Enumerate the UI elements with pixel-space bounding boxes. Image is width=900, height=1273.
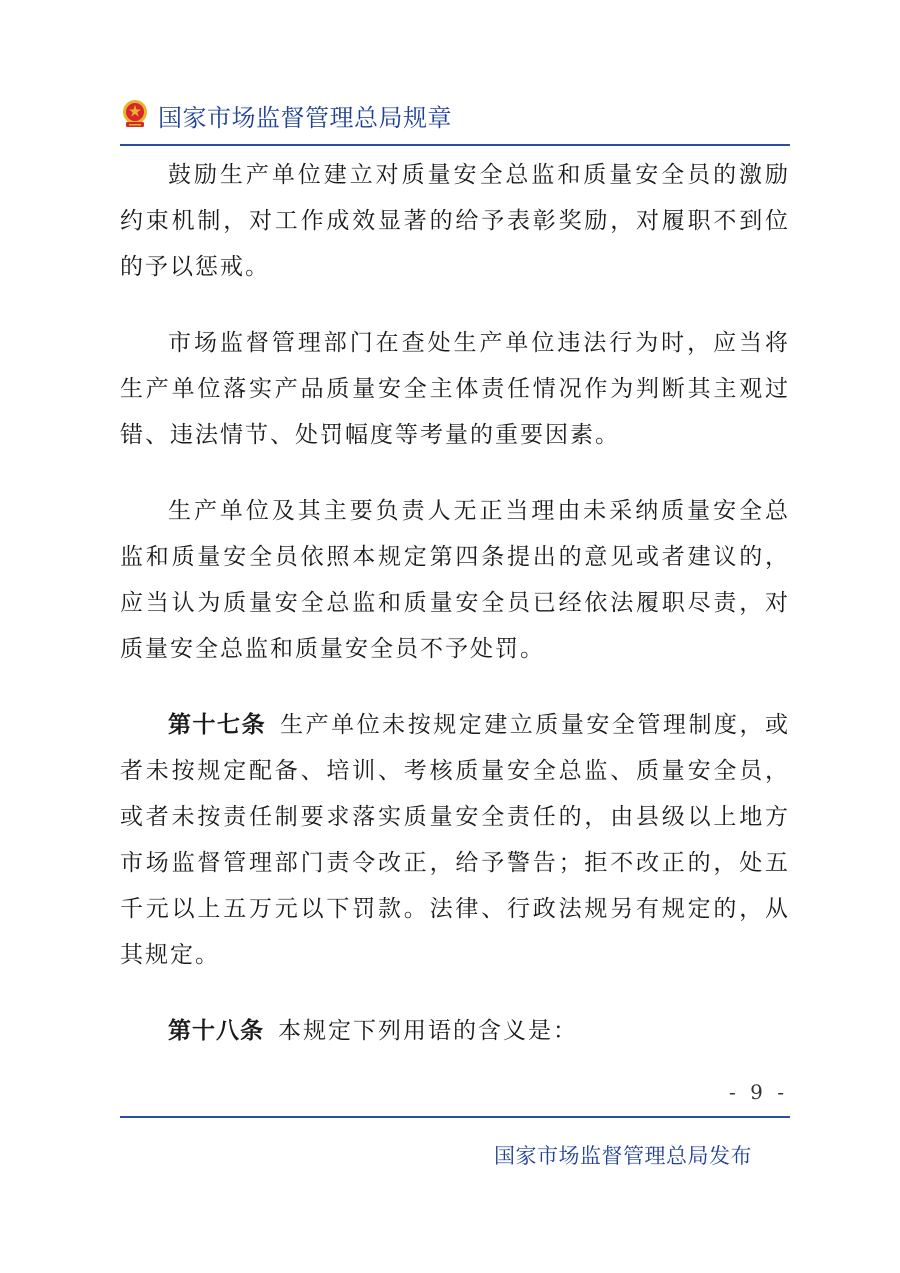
article-text: 本规定下列用语的含义是： (278, 1018, 578, 1044)
paragraph (120, 320, 790, 458)
article-number: 第十八条 (168, 1018, 264, 1044)
header-divider (120, 144, 790, 146)
article-number: 第十七条 (168, 712, 267, 738)
footer-publisher: 国家市场监督管理总局发布 (494, 1144, 752, 1168)
document-body (120, 152, 790, 1084)
paragraph-text: 鼓励生产单位建立对质量安全总监和质量安全员的激励约束机制，对工作成效显著的给予表彰奖励，对履职不到位的予以惩戒。 (120, 162, 790, 280)
paragraph-text: 生产单位及其主要负责人无正当理由未采纳质量安全总监和质量安全员依照本规定第四条提出的意见或者建议的，应当认为质量安全总监和质量安全员已经依法履职尽责，对质量安全总监和质量安全员不予处罚。 (120, 498, 790, 662)
footer-divider (120, 1116, 790, 1118)
article-17 (120, 702, 790, 978)
national-emblem-icon (120, 98, 150, 130)
header-title: 国家市场监督管理总局规章 (158, 104, 452, 132)
paragraph (120, 152, 790, 290)
page-header (120, 92, 790, 142)
paragraph-text: 市场监督管理部门在查处生产单位违法行为时，应当将生产单位落实产品质量安全主体责任情况作为判断其主观过错、违法情节、处罚幅度等考量的重要因素。 (120, 330, 790, 448)
article-18 (120, 1008, 790, 1054)
paragraph (120, 488, 790, 672)
article-text: 生产单位未按规定建立质量安全管理制度，或者未按规定配备、培训、考核质量安全总监、质量安全员，或者未按责任制要求落实质量安全责任的，由县级以上地方市场监督管理部门责令改正，给予警告；拒不改正的，处五千元以上五万元以下罚款。法律、行政法规另有规定的，从其规定。 (120, 712, 791, 968)
page-number: - 9 - (729, 1080, 788, 1104)
